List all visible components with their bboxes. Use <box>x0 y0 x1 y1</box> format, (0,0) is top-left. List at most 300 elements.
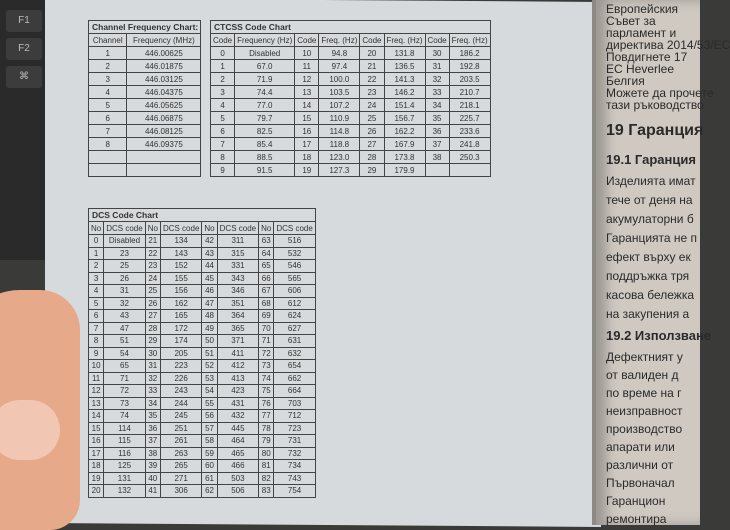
table-cell: 464 <box>217 435 258 448</box>
table-cell: 65 <box>104 360 145 373</box>
table-cell: 116 <box>104 447 145 460</box>
table-cell: 54 <box>104 347 145 360</box>
right-page-text-line: на закупения а <box>606 307 690 321</box>
table-cell: 165 <box>160 310 201 323</box>
table-cell: 32 <box>104 297 145 310</box>
right-page-text-line: поддръжка тря <box>606 269 690 283</box>
table-row <box>211 151 491 164</box>
right-page-text-line: тази ръководство <box>606 98 704 112</box>
table-cell: 5 <box>89 297 104 310</box>
column-header: No <box>89 222 104 235</box>
table-cell: Disabled <box>235 47 295 60</box>
table-cell: 4 <box>89 86 127 99</box>
table-cell: 47 <box>202 297 217 310</box>
table-cell: 152 <box>160 260 201 273</box>
table-cell: 179.9 <box>384 164 425 177</box>
table-cell: 251 <box>160 422 201 435</box>
table-cell: 36 <box>145 422 160 435</box>
right-page-text-line: ефект върху ек <box>606 250 691 264</box>
table-row <box>89 385 316 398</box>
table-cell: 546 <box>274 260 315 273</box>
table-cell: 30 <box>145 347 160 360</box>
table-cell: 2 <box>211 73 235 86</box>
table-cell: 48 <box>202 310 217 323</box>
table-row <box>89 86 201 99</box>
table-cell: 29 <box>145 335 160 348</box>
table-cell: 34 <box>425 99 449 112</box>
table-cell: 612 <box>274 297 315 310</box>
table-cell: 38 <box>145 447 160 460</box>
table-cell: 565 <box>274 272 315 285</box>
table-cell: 423 <box>217 385 258 398</box>
column-header: Code <box>211 34 235 47</box>
table-cell: 446.04375 <box>127 86 201 99</box>
table-cell: 8 <box>211 151 235 164</box>
table-cell: 6 <box>89 112 127 125</box>
table-cell: 20 <box>360 47 384 60</box>
table-cell: 306 <box>160 485 201 498</box>
ctcss-table-title: CTCSS Code Chart <box>211 21 491 34</box>
table-row <box>89 260 316 273</box>
table-cell: 712 <box>274 410 315 423</box>
ctcss-code-table <box>210 20 491 177</box>
table-cell: 174 <box>160 335 201 348</box>
table-cell: 7 <box>211 138 235 151</box>
table-cell: 167.9 <box>384 138 425 151</box>
laptop-key: F2 <box>6 38 42 60</box>
table-cell: 14 <box>295 99 319 112</box>
right-page-text-line: Съвет за <box>606 14 656 28</box>
table-cell: 627 <box>274 322 315 335</box>
table-cell: 446.09375 <box>127 138 201 151</box>
table-cell: 331 <box>217 260 258 273</box>
table-cell: 66 <box>259 272 274 285</box>
table-cell: 132 <box>104 485 145 498</box>
table-cell: 1 <box>211 60 235 73</box>
table-cell: 466 <box>217 460 258 473</box>
table-cell: 5 <box>211 112 235 125</box>
table-cell: 49 <box>202 322 217 335</box>
table-cell: 27 <box>360 138 384 151</box>
manual-right-page <box>596 0 730 526</box>
table-row <box>89 347 316 360</box>
column-header: DCS code <box>160 222 201 235</box>
table-cell: 431 <box>217 397 258 410</box>
table-row <box>89 447 316 460</box>
table-cell: 446.05625 <box>127 99 201 112</box>
table-cell: 25 <box>104 260 145 273</box>
table-cell: 63 <box>259 235 274 248</box>
table-cell: 42 <box>202 235 217 248</box>
table-cell: 662 <box>274 372 315 385</box>
table-cell: 82 <box>259 472 274 485</box>
laptop-key: ⌘ <box>6 66 42 88</box>
table-cell: 123.0 <box>319 151 360 164</box>
table-cell: 77 <box>259 410 274 423</box>
table-cell: 33 <box>425 86 449 99</box>
column-header: Code <box>425 34 449 47</box>
table-cell: 244 <box>160 397 201 410</box>
table-row <box>89 472 316 485</box>
table-cell: 40 <box>145 472 160 485</box>
table-cell: 29 <box>360 164 384 177</box>
table-cell: 100.0 <box>319 73 360 86</box>
table-cell: 365 <box>217 322 258 335</box>
table-row <box>89 397 316 410</box>
warranty-subheading-1: 19.1 Гаранция <box>606 152 696 167</box>
table-cell: 88.5 <box>235 151 295 164</box>
table-cell: 1 <box>89 47 127 60</box>
right-page-text-line: Европейския <box>606 2 679 16</box>
table-cell: 218.1 <box>449 99 490 112</box>
table-row <box>89 372 316 385</box>
table-cell: 74 <box>104 410 145 423</box>
table-cell: 23 <box>145 260 160 273</box>
table-cell: 125 <box>104 460 145 473</box>
table-cell: 311 <box>217 235 258 248</box>
table-cell: 26 <box>360 125 384 138</box>
table-cell: 6 <box>89 310 104 323</box>
table-row <box>89 297 316 310</box>
table-cell: 134 <box>160 235 201 248</box>
table-cell: 31 <box>145 360 160 373</box>
table-cell: 25 <box>145 285 160 298</box>
warranty-heading: 19 Гаранция <box>606 122 704 139</box>
table-cell: 73 <box>104 397 145 410</box>
table-cell: 69 <box>259 310 274 323</box>
table-row <box>89 310 316 323</box>
table-cell: 41 <box>145 485 160 498</box>
table-row <box>89 285 316 298</box>
table-row <box>89 247 316 260</box>
right-page-text-line: акумулаторни б <box>606 212 694 226</box>
table-cell: Disabled <box>104 235 145 248</box>
table-cell: 9 <box>211 164 235 177</box>
table-cell: 3 <box>89 73 127 86</box>
warranty-subheading-2: 19.2 Използване <box>606 328 712 343</box>
column-header: Freq. (Hz) <box>319 34 360 47</box>
table-cell: 664 <box>274 385 315 398</box>
table-cell: 143 <box>160 247 201 260</box>
table-cell: 186.2 <box>449 47 490 60</box>
table-row <box>89 47 201 60</box>
table-row <box>89 151 201 164</box>
table-cell: 79.7 <box>235 112 295 125</box>
table-cell: 24 <box>145 272 160 285</box>
table-cell: 156.7 <box>384 112 425 125</box>
table-cell: 35 <box>425 112 449 125</box>
column-header: Code <box>360 34 384 47</box>
table-row <box>89 272 316 285</box>
right-page-text-line: неизправност <box>606 404 683 418</box>
table-cell: 632 <box>274 347 315 360</box>
table-cell: 6 <box>211 125 235 138</box>
table-cell: 172 <box>160 322 201 335</box>
table-cell: 261 <box>160 435 201 448</box>
table-cell: 77.0 <box>235 99 295 112</box>
table-cell: 94.8 <box>319 47 360 60</box>
table-cell: 703 <box>274 397 315 410</box>
table-cell: 78 <box>259 422 274 435</box>
table-cell: 233.6 <box>449 125 490 138</box>
table-row <box>89 112 201 125</box>
table-cell: 432 <box>217 410 258 423</box>
table-cell: 71 <box>104 372 145 385</box>
table-cell <box>127 164 201 177</box>
table-cell: 12 <box>295 73 319 86</box>
right-page-text-line: апарати или <box>606 440 675 454</box>
table-cell: 203.5 <box>449 73 490 86</box>
table-cell <box>425 164 449 177</box>
table-cell: 446.03125 <box>127 73 201 86</box>
table-row <box>89 322 316 335</box>
table-cell: 412 <box>217 360 258 373</box>
table-cell: 23 <box>104 247 145 260</box>
table-cell: 26 <box>145 297 160 310</box>
table-cell: 226 <box>160 372 201 385</box>
right-page-text-line: ЕС Heverlee <box>606 62 675 76</box>
table-cell: 0 <box>211 47 235 60</box>
table-row <box>89 99 201 112</box>
column-header: Freq. (Hz) <box>449 34 490 47</box>
table-cell: 131 <box>104 472 145 485</box>
table-cell: 162.2 <box>384 125 425 138</box>
table-row <box>211 164 491 177</box>
table-cell: 103.5 <box>319 86 360 99</box>
table-cell: 516 <box>274 235 315 248</box>
table-cell: 606 <box>274 285 315 298</box>
right-page-text-line: парламент и <box>606 26 677 40</box>
table-cell: 70 <box>259 322 274 335</box>
table-cell: 265 <box>160 460 201 473</box>
table-cell: 155 <box>160 272 201 285</box>
table-cell: 465 <box>217 447 258 460</box>
table-row <box>89 460 316 473</box>
table-cell: 51 <box>104 335 145 348</box>
table-cell: 52 <box>202 360 217 373</box>
table-cell: 97.4 <box>319 60 360 73</box>
table-cell: 35 <box>145 410 160 423</box>
table-cell: 18 <box>89 460 104 473</box>
table-cell: 732 <box>274 447 315 460</box>
table-cell: 631 <box>274 335 315 348</box>
right-page-text-line: Белгия <box>606 74 645 88</box>
table-cell: 351 <box>217 297 258 310</box>
table-cell: 503 <box>217 472 258 485</box>
table-cell: 37 <box>145 435 160 448</box>
right-page-text-line: от валиден д <box>606 368 679 382</box>
table-cell: 76 <box>259 397 274 410</box>
right-page-text-line: Изделията имат <box>606 174 696 188</box>
table-cell: 67.0 <box>235 60 295 73</box>
table-cell: 54 <box>202 385 217 398</box>
right-page-text-line: Гаранцион <box>606 494 666 508</box>
dcs-table-title: DCS Code Chart <box>89 209 316 222</box>
table-cell: 731 <box>274 435 315 448</box>
column-header: Code <box>295 34 319 47</box>
table-cell: 506 <box>217 485 258 498</box>
table-cell: 263 <box>160 447 201 460</box>
table-cell <box>89 151 127 164</box>
table-cell: 26 <box>104 272 145 285</box>
table-cell: 127.3 <box>319 164 360 177</box>
table-cell: 22 <box>360 73 384 86</box>
table-row <box>211 125 491 138</box>
table-cell: 146.2 <box>384 86 425 99</box>
table-cell: 4 <box>211 99 235 112</box>
table-cell: 73 <box>259 360 274 373</box>
table-cell: 8 <box>89 138 127 151</box>
right-page-text-line: Дефектният у <box>606 350 683 364</box>
table-cell: 364 <box>217 310 258 323</box>
table-cell: 32 <box>425 73 449 86</box>
table-cell: 23 <box>360 86 384 99</box>
table-cell: 3 <box>89 272 104 285</box>
right-page-text-line: Първоначал <box>606 476 675 490</box>
table-cell: 71.9 <box>235 73 295 86</box>
table-row <box>89 60 201 73</box>
table-cell: 210.7 <box>449 86 490 99</box>
right-page-text-line: Гаранцията не п <box>606 231 698 245</box>
table-cell: 34 <box>145 397 160 410</box>
table-cell: 47 <box>104 322 145 335</box>
table-cell: 446.00625 <box>127 47 201 60</box>
table-row <box>211 60 491 73</box>
right-page-text-line: Повдигнете 17 <box>606 50 688 64</box>
table-cell: 28 <box>145 322 160 335</box>
channel-table-title: Channel Frequency Chart: <box>89 21 201 34</box>
table-cell: 115 <box>104 435 145 448</box>
table-cell: 151.4 <box>384 99 425 112</box>
table-cell: 250.3 <box>449 151 490 164</box>
table-cell: 15 <box>295 112 319 125</box>
table-cell: 67 <box>259 285 274 298</box>
table-row <box>211 138 491 151</box>
table-cell: 68 <box>259 297 274 310</box>
table-row <box>211 112 491 125</box>
table-cell: 2 <box>89 60 127 73</box>
table-cell: 19 <box>295 164 319 177</box>
table-cell: 72 <box>104 385 145 398</box>
table-cell: 162 <box>160 297 201 310</box>
table-cell: 118.8 <box>319 138 360 151</box>
table-cell: 51 <box>202 347 217 360</box>
table-cell: 243 <box>160 385 201 398</box>
table-row <box>211 99 491 112</box>
table-cell: 315 <box>217 247 258 260</box>
table-cell: 0 <box>89 235 104 248</box>
table-cell: 7 <box>89 125 127 138</box>
table-cell: 205 <box>160 347 201 360</box>
table-cell: 74.4 <box>235 86 295 99</box>
table-cell: 446.01875 <box>127 60 201 73</box>
table-row <box>89 485 316 498</box>
right-page-text-line: по време на г <box>606 386 682 400</box>
table-cell: 131.8 <box>384 47 425 60</box>
table-cell: 37 <box>425 138 449 151</box>
thumbnail <box>0 400 60 460</box>
table-cell: 5 <box>89 99 127 112</box>
table-cell: 81 <box>259 460 274 473</box>
table-cell: 411 <box>217 347 258 360</box>
table-cell: 74 <box>259 372 274 385</box>
right-page-text-line: тече от деня на <box>606 193 693 207</box>
table-cell: 743 <box>274 472 315 485</box>
table-cell: 173.8 <box>384 151 425 164</box>
channel-frequency-table <box>88 20 201 177</box>
column-header: DCS code <box>217 222 258 235</box>
table-cell: 61 <box>202 472 217 485</box>
table-cell: 32 <box>145 372 160 385</box>
right-page-text-line: Можете да прочете <box>606 86 714 100</box>
table-cell: 723 <box>274 422 315 435</box>
table-cell: 1 <box>89 247 104 260</box>
dcs-code-table <box>88 208 316 498</box>
table-cell: 39 <box>145 460 160 473</box>
table-cell: 107.2 <box>319 99 360 112</box>
table-cell: 245 <box>160 410 201 423</box>
table-cell: 192.8 <box>449 60 490 73</box>
table-row <box>89 164 201 177</box>
table-cell: 13 <box>89 397 104 410</box>
table-cell <box>127 151 201 164</box>
table-cell: 11 <box>295 60 319 73</box>
table-cell: 33 <box>145 385 160 398</box>
table-cell: 413 <box>217 372 258 385</box>
table-cell: 21 <box>360 60 384 73</box>
table-cell: 17 <box>89 447 104 460</box>
table-cell: 371 <box>217 335 258 348</box>
table-cell: 445 <box>217 422 258 435</box>
table-cell: 624 <box>274 310 315 323</box>
table-cell: 50 <box>202 335 217 348</box>
table-cell: 734 <box>274 460 315 473</box>
table-cell: 114.8 <box>319 125 360 138</box>
table-cell: 110.9 <box>319 112 360 125</box>
table-cell: 60 <box>202 460 217 473</box>
table-cell: 136.5 <box>384 60 425 73</box>
table-cell: 65 <box>259 260 274 273</box>
table-cell: 31 <box>425 60 449 73</box>
column-header: DCS code <box>274 222 315 235</box>
table-cell: 446.06875 <box>127 112 201 125</box>
table-cell: 43 <box>202 247 217 260</box>
table-row <box>211 86 491 99</box>
table-cell: 45 <box>202 272 217 285</box>
column-header: Channel <box>89 34 127 47</box>
table-cell: 24 <box>360 99 384 112</box>
table-row <box>89 335 316 348</box>
table-row <box>89 422 316 435</box>
table-cell: 7 <box>89 322 104 335</box>
table-cell: 532 <box>274 247 315 260</box>
table-cell: 223 <box>160 360 201 373</box>
table-cell: 56 <box>202 410 217 423</box>
table-cell: 36 <box>425 125 449 138</box>
table-cell: 30 <box>425 47 449 60</box>
table-cell: 72 <box>259 347 274 360</box>
table-cell: 57 <box>202 422 217 435</box>
table-cell: 25 <box>360 112 384 125</box>
table-row <box>89 410 316 423</box>
column-header: Freq. (Hz) <box>384 34 425 47</box>
column-header: DCS code <box>104 222 145 235</box>
table-cell: 44 <box>202 260 217 273</box>
table-row <box>211 73 491 86</box>
right-page-text-line: различни от <box>606 458 674 472</box>
right-page-text-line: производство <box>606 422 683 436</box>
table-cell: 4 <box>89 285 104 298</box>
